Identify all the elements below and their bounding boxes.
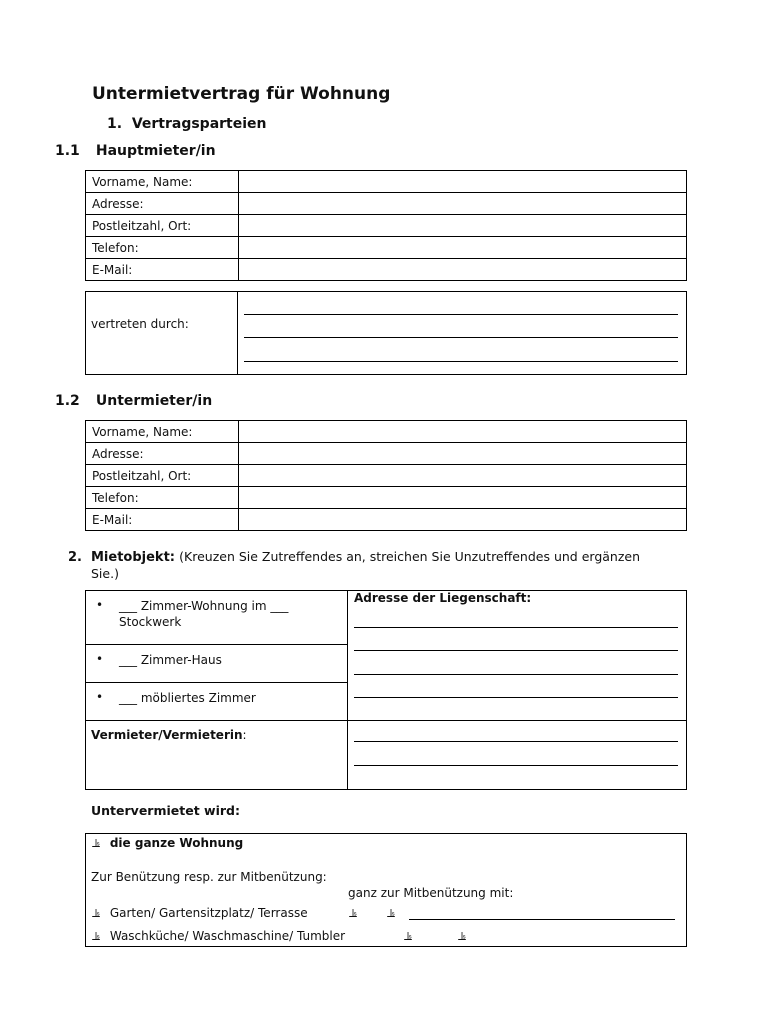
section-1-number: 1. bbox=[107, 116, 123, 132]
field-label: Telefon: bbox=[86, 237, 239, 259]
laundry-label: Waschküche/ Waschmaschine/ Tumbler bbox=[109, 929, 346, 943]
input-cell[interactable] bbox=[239, 509, 687, 531]
usage-columns: ganz zur Mitbenützung mit: bbox=[348, 886, 514, 900]
represented-line-1[interactable] bbox=[244, 314, 678, 315]
garden-full-checkbox-icon[interactable]: ⫡ bbox=[349, 906, 358, 920]
bullet-icon: • bbox=[96, 690, 104, 704]
field-label: Vorname, Name: bbox=[86, 171, 239, 193]
object-grid-divider bbox=[347, 590, 348, 790]
usage-label: Zur Benützung resp. zur Mitbenützung: bbox=[91, 870, 327, 884]
subsection-1-1-heading bbox=[55, 143, 216, 159]
subsection-1-2-number: 1.2 bbox=[55, 393, 80, 409]
table-row bbox=[86, 465, 687, 487]
table-row bbox=[86, 259, 687, 281]
landlord-colon: : bbox=[242, 728, 247, 742]
table-row bbox=[86, 171, 687, 193]
address-line-4[interactable] bbox=[354, 697, 678, 698]
table-row bbox=[86, 193, 687, 215]
bullet-icon: • bbox=[96, 652, 104, 666]
checkbox-icon[interactable]: ⫡ bbox=[92, 836, 101, 850]
object-row-divider-3 bbox=[85, 720, 687, 721]
field-label: Telefon: bbox=[86, 487, 239, 509]
table-row bbox=[86, 443, 687, 465]
section-2-heading bbox=[68, 549, 640, 565]
field-label: E-Mail: bbox=[86, 259, 239, 281]
input-cell[interactable] bbox=[239, 215, 687, 237]
table-row bbox=[86, 237, 687, 259]
whole-apartment-label: die ganze Wohnung bbox=[109, 836, 244, 850]
represented-line-2[interactable] bbox=[244, 337, 678, 338]
laundry-shared-checkbox-icon[interactable]: ⫡ bbox=[458, 929, 467, 943]
table-row bbox=[86, 215, 687, 237]
address-line-2[interactable] bbox=[354, 650, 678, 651]
table-row bbox=[86, 487, 687, 509]
landlord-line-1[interactable] bbox=[354, 741, 678, 742]
garden-row bbox=[92, 906, 308, 921]
input-cell[interactable] bbox=[239, 487, 687, 509]
section-2-label: Mietobjekt: bbox=[91, 550, 175, 565]
subsection-1-2-heading bbox=[55, 393, 212, 409]
object-row-divider-1 bbox=[85, 644, 347, 645]
subtenant-table bbox=[85, 420, 687, 531]
section-1-heading bbox=[107, 116, 267, 132]
garden-shared-checkbox-icon[interactable]: ⫡ bbox=[387, 906, 396, 920]
address-line-1[interactable] bbox=[354, 627, 678, 628]
laundry-full-checkbox-icon[interactable]: ⫡ bbox=[404, 929, 413, 943]
garden-shared-with-line[interactable] bbox=[409, 919, 675, 920]
laundry-row bbox=[92, 929, 345, 944]
whole-apartment-row bbox=[92, 836, 243, 851]
represented-divider bbox=[237, 291, 238, 375]
section-2-number: 2. bbox=[68, 550, 82, 565]
field-label: Adresse: bbox=[86, 193, 239, 215]
bullet-icon: • bbox=[96, 598, 104, 612]
main-tenant-table bbox=[85, 170, 687, 281]
checkbox-icon[interactable]: ⫡ bbox=[92, 906, 101, 920]
landlord-label bbox=[91, 728, 247, 742]
sublet-heading: Untervermietet wird: bbox=[91, 803, 240, 818]
field-label: Postleitzahl, Ort: bbox=[86, 465, 239, 487]
landlord-line-2[interactable] bbox=[354, 765, 678, 766]
input-cell[interactable] bbox=[239, 193, 687, 215]
field-label: E-Mail: bbox=[86, 509, 239, 531]
input-cell[interactable] bbox=[239, 237, 687, 259]
address-line-3[interactable] bbox=[354, 674, 678, 675]
field-label: Postleitzahl, Ort: bbox=[86, 215, 239, 237]
field-label: Adresse: bbox=[86, 443, 239, 465]
option-furnished-room[interactable]: ___ möbliertes Zimmer bbox=[119, 691, 256, 705]
subsection-1-2-label: Untermieter/in bbox=[95, 393, 213, 409]
landlord-label-text: Vermieter/Vermieterin bbox=[91, 728, 243, 742]
object-row-divider-2 bbox=[85, 682, 347, 683]
subsection-1-1-number: 1.1 bbox=[55, 143, 80, 159]
table-row bbox=[86, 421, 687, 443]
input-cell[interactable] bbox=[239, 171, 687, 193]
garden-label: Garten/ Gartensitzplatz/ Terrasse bbox=[109, 906, 308, 920]
checkbox-icon[interactable]: ⫡ bbox=[92, 929, 101, 943]
address-label: Adresse der Liegenschaft: bbox=[354, 591, 532, 605]
input-cell[interactable] bbox=[239, 465, 687, 487]
section-2-note: (Kreuzen Sie Zutreffendes an, streichen Sie Unzutreffendes und ergänzen bbox=[179, 549, 641, 564]
represented-box bbox=[85, 291, 687, 375]
input-cell[interactable] bbox=[239, 443, 687, 465]
input-cell[interactable] bbox=[239, 421, 687, 443]
represented-label: vertreten durch: bbox=[91, 317, 189, 331]
table-row bbox=[86, 509, 687, 531]
input-cell[interactable] bbox=[239, 259, 687, 281]
section-1-label: Vertragsparteien bbox=[131, 116, 267, 132]
subsection-1-1-label: Hauptmieter/in bbox=[95, 143, 216, 159]
represented-line-3[interactable] bbox=[244, 361, 678, 362]
option-apartment-cont: Stockwerk bbox=[119, 615, 182, 629]
section-2-note-cont: Sie.) bbox=[91, 566, 119, 581]
option-house[interactable]: ___ Zimmer-Haus bbox=[119, 653, 222, 667]
document-title: Untermietvertrag für Wohnung bbox=[92, 84, 391, 104]
field-label: Vorname, Name: bbox=[86, 421, 239, 443]
option-apartment[interactable]: ___ Zimmer-Wohnung im ___ bbox=[119, 599, 289, 613]
